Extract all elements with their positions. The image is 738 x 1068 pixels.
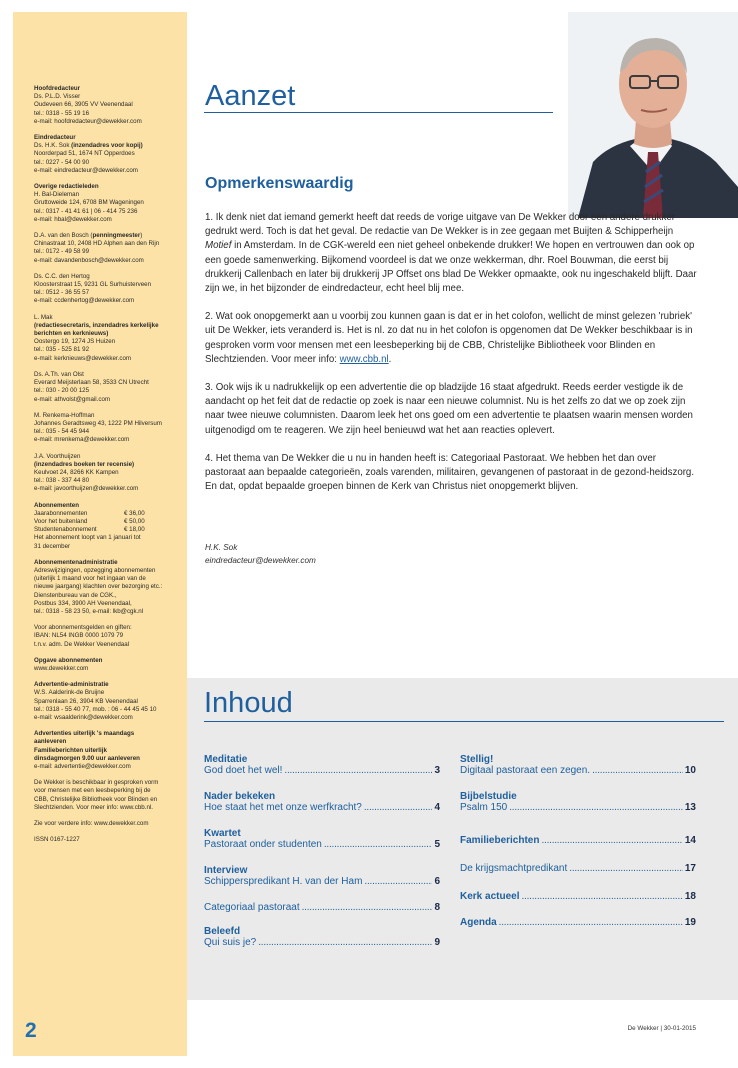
toc-page: 5 [434,839,440,850]
colofon-name: D.A. van den Bosch ( [34,232,93,240]
price-row [34,526,182,534]
colofon-link[interactable]: www.dewekker.com [34,664,89,672]
toc-row [460,765,696,776]
signature [205,541,316,567]
colofon-name: Ds. H.K. Sok [34,142,72,150]
toc-page: 17 [684,863,696,874]
colofon-line: Ds. P.L.D. Visser [34,93,81,101]
price-label: Studentenabonnement [34,526,97,534]
toc-title: Digitaal pastoraat een zegen. [460,765,591,776]
divider [204,112,553,113]
colofon-line: Keulvoet 24, 8266 KK Kampen [34,468,119,476]
colofon-role: (inzendadres voor kopij) [71,142,143,150]
paragraph-text: . [388,353,392,365]
colofon-line: M. Renkema-Hoffman [34,411,95,419]
colofon-renkema [34,412,182,445]
colofon-email[interactable]: e-mail: davandenbosch@dewekker.com [34,256,144,264]
colofon-line: 31 december [34,542,71,550]
paragraph-italic: Motief [205,240,232,252]
colofon-giften [34,624,182,649]
colofon-deadline-line: Familieberichten uiterlijk [34,746,107,754]
colofon-line: Ds. C.C. den Hertog [34,272,90,280]
toc-page: 8 [434,902,440,913]
colofon-line: W.S. Aalderink-de Bruijne [34,689,105,697]
colofon-vanolst [34,371,182,404]
colofon-heading: Eindredacteur [34,134,76,142]
author-portrait-image [568,12,738,218]
toc-title: Familieberichten [460,835,540,846]
toc-page: 4 [434,802,440,813]
toc-title: Hoe staat het met onze werfkracht? [204,802,362,813]
author-photo [568,12,738,218]
colofon-line: tel.: 0512 - 36 55 57 [34,289,90,297]
colofon-email[interactable]: e-mail: ccdenhertog@dewekker.com [34,297,135,305]
toc-section-heading: Stellig! [460,754,494,765]
colofon-role: penningmeester [92,232,141,240]
toc-page: 9 [434,937,440,948]
aanzet-title: Aanzet [205,80,296,112]
colofon-line: tel.: 030 - 20 00 125 [34,387,90,395]
toc-row [460,863,696,874]
colofon-heading: Abonnementen [34,501,80,509]
toc-page: 19 [684,917,696,928]
cbb-link[interactable]: www.cbb.nl [339,353,389,365]
paragraph-text: in Amsterdam. In de CGK-wereld een niet geheel onbekende drukker! We hopen en vertrouwen dan ook op een goede samenwerking. Bijkomend voordeel is dat we onze wekkerman, dhr. Roel Bouwman, die eerst bij drukkerij Callenbach en later bij drukkerij JP Offset ons blad De Wekker opmaakte, ook nu ingeschakeld blijft. Daar zijn we, in het bijzonder de eindredacteur, echt heel blij mee. [205,240,697,295]
article-paragraph: 4. Het thema van De Wekker die u nu in handen heeft is: Categoriaal Pastoraat. We hebben het dan over pastoraat aan bepaalde categorieën, zoals varenden, militairen, gevangenen of pastoraat in de gezond-heidszorg. En dat, opdat bepaalde groepen binnen de Kerk van Christus niet onopgemerkt blijven. [205,452,695,493]
colofon-heading: Opgave abonnementen [34,656,103,664]
price-label: Voor het buitenland [34,517,88,525]
toc-leader [324,839,433,850]
colofon-email[interactable]: e-mail: hoofdredacteur@dewekker.com [34,117,142,125]
colofon-deadline-line: Advertenties uiterlijk 's maandags [34,730,135,738]
toc-leader [592,765,683,776]
toc-section-heading: Meditatie [204,754,248,765]
colofon-line: De Wekker is beschikbaar in gesproken vorm [34,779,159,787]
colofon-advertentie [34,681,182,722]
toc-entry[interactable] [460,754,696,791]
toc-leader [541,835,682,846]
colofon-denhertog [34,273,182,306]
toc-page: 10 [684,765,696,776]
toc-title: Kerk actueel [460,891,520,902]
toc-section-heading: Beleefd [204,926,241,937]
colofon-line: tel.: 0227 - 54 00 90 [34,158,90,166]
colofon-email[interactable]: e-mail: advertentie@dewekker.com [34,763,131,771]
colofon-line: tel.: 0318 - 55 19 16 [34,109,90,117]
colofon-email[interactable]: e-mail: hbal@dewekker.com [34,215,112,223]
colofon-line: Oudeveen 66, 3905 VV Veenendaal [34,101,133,109]
footer-issue: De Wekker | 30-01-2015 [627,1025,696,1032]
colofon-heading: Overige redactieleden [34,183,99,191]
toc-entry[interactable] [204,754,440,791]
toc-page: 13 [684,802,696,813]
colofon-line: ISSN 0167-1227 [34,836,80,844]
colofon-line: Adreswijzigingen, opzegging abonnementen [34,566,156,574]
toc-entry[interactable] [460,835,696,863]
colofon-deadline-line: aanleveren [34,738,67,746]
colofon-line [34,232,182,240]
colofon-line: (uiterlijk 1 maand voor het ingaan van de [34,575,146,583]
colofon-heading: Hoofdredacteur [34,85,81,92]
colofon-abonnementen [34,502,182,551]
toc-column-right [460,754,696,943]
toc-page: 18 [684,891,696,902]
article-paragraph [205,211,697,296]
colofon-line: Gruttoweide 124, 6708 BM Wageningen [34,199,144,207]
colofon-opgave [34,657,182,673]
colofon-line: tel.: 035 - 54 45 944 [34,428,90,436]
toc-entry[interactable] [204,828,440,865]
toc-title: Qui suis je? [204,937,257,948]
price-row [34,510,182,518]
toc-title: God doet het wel! [204,765,283,776]
toc-entry[interactable] [460,863,696,891]
colofon-line: Zie voor verdere info: www.dewekker.com [34,820,149,828]
toc-entry[interactable] [460,891,696,917]
colofon-email[interactable]: e-mail: kerknieuws@dewekker.com [34,354,132,362]
colofon-heading: Advertentie-administratie [34,681,109,689]
toc-title: De krijgsmachtpredikant [460,863,568,874]
colofon-line: Oostergo 19, 1274 JS Huizen [34,338,116,346]
article-paragraph: 3. Ook wijs ik u nadrukkelijk op een advertentie die op bladzijde 16 staat afgedrukt. Reeds eerder vestigde ik de aandacht op het feit dat de redactie op zoek is naar een nieuwe columnist. Nu is het zelfs zo dat we op zoek zijn naar twee nieuwe columnisten. Daarom leek het ons goed om een advertentie te plaatsen waarin mensen worden uitgenodigd om te reageren. We zijn heel benieuwd wat het aan reacties oplevert. [205,382,693,436]
toc-leader [302,902,433,913]
price-value: € 36,00 [124,509,145,517]
colofon-line: Voor abonnementsgelden en giften: [34,624,132,632]
signature-name: H.K. Sok [205,543,238,552]
colofon-line: voor mensen met een leesbeperking bij de [34,787,151,795]
colofon-line: Kloosterstraat 15, 9231 GL Surhuisterveen [34,281,152,289]
colofon-overige [34,183,182,224]
toc-title: Agenda [460,917,497,928]
toc-leader [521,891,682,902]
colofon-line: tel.: 0318 - 55 40 77, mob. : 06 - 44 45 45 10 [34,705,157,713]
colofon-line: Postbus 334, 3900 AH Veenendaal, [34,599,132,607]
colofon-issn [34,836,182,844]
toc-page: 6 [434,876,440,887]
toc-leader [509,802,683,813]
colofon-administratie [34,559,182,616]
colofon-line: IBAN: NL54 INGB 0000 1079 79 [34,632,124,640]
colofon-email[interactable]: e-mail: athvolst@gmail.com [34,395,111,403]
price-label: Jaarabonnementen [34,509,88,517]
toc-title: Pastoraat onder studenten [204,839,322,850]
toc-leader [499,917,683,928]
colofon-gesproken [34,779,182,812]
colofon-line [34,142,182,150]
toc-page: 14 [684,835,696,846]
toc-leader [284,765,432,776]
paragraph-text: 1. Ik denk niet dat iemand gemerkt heeft dat reeds de vorige uitgave van De Wekker door een andere drukker gedrukt werd. Toch is dat het geval. De redactie van De Wekker is in zee gegaan met Buijten & Schipperheijn [205,212,675,238]
article-subtitle: Opmerkenswaardig [205,175,354,192]
toc-entry[interactable] [204,902,440,926]
colofon-line: Sparrenlaan 26, 3904 KB Veenendaal [34,697,138,705]
colofon-line: Everard Meijsterlaan 58, 3533 CN Utrecht [34,379,149,387]
divider [204,721,724,722]
toc-entry[interactable] [460,791,696,835]
toc-entry[interactable] [204,865,440,902]
toc-row [204,876,440,887]
colofon-mak [34,314,182,363]
toc-entry[interactable] [204,791,440,828]
colofon-role: (inzendadres boeken ter recensie) [34,460,135,468]
colofon-email[interactable]: e-mail: mrenkema@dewekker.com [34,436,130,444]
colofon-voorthuijzen [34,453,182,494]
toc-section-heading: Bijbelstudie [460,791,517,802]
colofon-line: tel.: 035 - 525 81 92 [34,346,90,354]
toc-column-left [204,754,440,963]
toc-title: Schipperspredikant H. van der Ham [204,876,363,887]
inhoud-title: Inhoud [204,687,293,719]
price-value: € 18,00 [124,526,145,534]
colofon-role: berichten en kerknieuws) [34,330,109,338]
toc-page: 3 [434,765,440,776]
colofon-deadline [34,730,182,771]
toc-row [204,902,440,913]
article-paragraph [205,310,697,367]
colofon-line: t.n.v. adm. De Wekker Veenendaal [34,640,130,648]
toc-leader [569,863,683,874]
toc-row [460,917,696,928]
colofon-name: L. Mak [34,313,53,321]
colofon-email[interactable]: e-mail: wsaalderink@dewekker.com [34,714,133,721]
colofon-line: Het abonnement loopt van 1 januari tot [34,534,141,542]
colofon-line: tel.: 038 - 337 44 80 [34,477,90,485]
toc-leader [364,876,432,887]
colofon-info [34,820,182,828]
colofon-paren: ) [140,232,143,240]
toc-row [204,937,440,948]
toc-row [204,765,440,776]
price-row [34,518,182,526]
colofon-line: tel.: 0317 - 41 41 61 | 06 - 414 75 236 [34,207,138,215]
colofon-line: Slechtzienden. Voor meer info: www.cbb.nl. [34,803,153,811]
signature-email[interactable]: eindredacteur@dewekker.com [205,556,316,565]
toc-section-heading: Interview [204,865,248,876]
toc-entry[interactable] [204,926,440,963]
colofon-line: Johannes Geradtsweg 43, 1222 PM Hilversum [34,419,162,427]
toc-section-heading: Nader bekeken [204,791,276,802]
colofon-line: tel.: 0172 - 49 58 99 [34,248,90,256]
colofon-line: Noorderpad 51, 1674 NT Opperdoes [34,150,135,158]
colofon-vandenbosch [34,232,182,265]
paragraph-text: 2. Wat ook onopgemerkt aan u voorbij zou kunnen gaan is dat er in het colofon, wellicht de minst gelezen 'rubriek' uit De Wekker, iets veranderd is. Het is nl. zo dat nu in het colofon is opgenomen dat De Wekker beschikbaar is in gesproken vorm voor mensen met een leesbeperking bij de CBB, Christelijke Bibliotheek voor Blinden en Slechtzienden. Voor meer info: [205,311,693,365]
colofon-email[interactable]: e-mail: eindredacteur@dewekker.com [34,166,138,174]
toc-row [204,802,440,813]
colofon-email[interactable]: e-mail: javoorthuijzen@dewekker.com [34,485,139,493]
colofon-heading: Abonnementenadministratie [34,558,118,566]
toc-row [460,891,696,902]
toc-row [460,802,696,813]
toc-title: Categoriaal pastoraat [204,902,300,913]
toc-section-heading: Kwartet [204,828,241,839]
toc-leader [364,802,433,813]
page-number: 2 [25,1019,37,1042]
colofon [34,85,182,852]
colofon-role: (redactiesecretaris, inzendadres kerkelijke [34,321,159,329]
toc-row [460,835,696,846]
toc-row [204,839,440,850]
article-body [205,211,697,508]
colofon-line: H. Bal-Dieleman [34,191,80,199]
colofon-deadline-line: dinsdagmorgen 9.00 uur aanleveren [34,754,140,762]
colofon-line: Dienstenbureau van de CGK., [34,591,117,599]
colofon-line: Ds. A.Th. van Olst [34,370,84,378]
toc-entry[interactable] [460,917,696,943]
toc-leader [258,937,432,948]
colofon-hoofdredacteur [34,85,182,126]
colofon-name: J.A. Voorthuijzen [34,452,81,460]
colofon-line: tel.: 0318 - 58 23 50, e-mail: lkb@cgk.nl [34,607,144,615]
colofon-eindredacteur [34,134,182,175]
colofon-line: Chinastraat 10, 2408 HD Alphen aan den Rijn [34,240,160,248]
colofon-line: CBB, Christelijke Bibliotheek voor Blinden en [34,795,158,803]
toc-title: Psalm 150 [460,802,508,813]
price-value: € 50,00 [124,517,145,525]
colofon-line: nieuwe jaargang) klachten over bezorging etc.: [34,583,163,591]
